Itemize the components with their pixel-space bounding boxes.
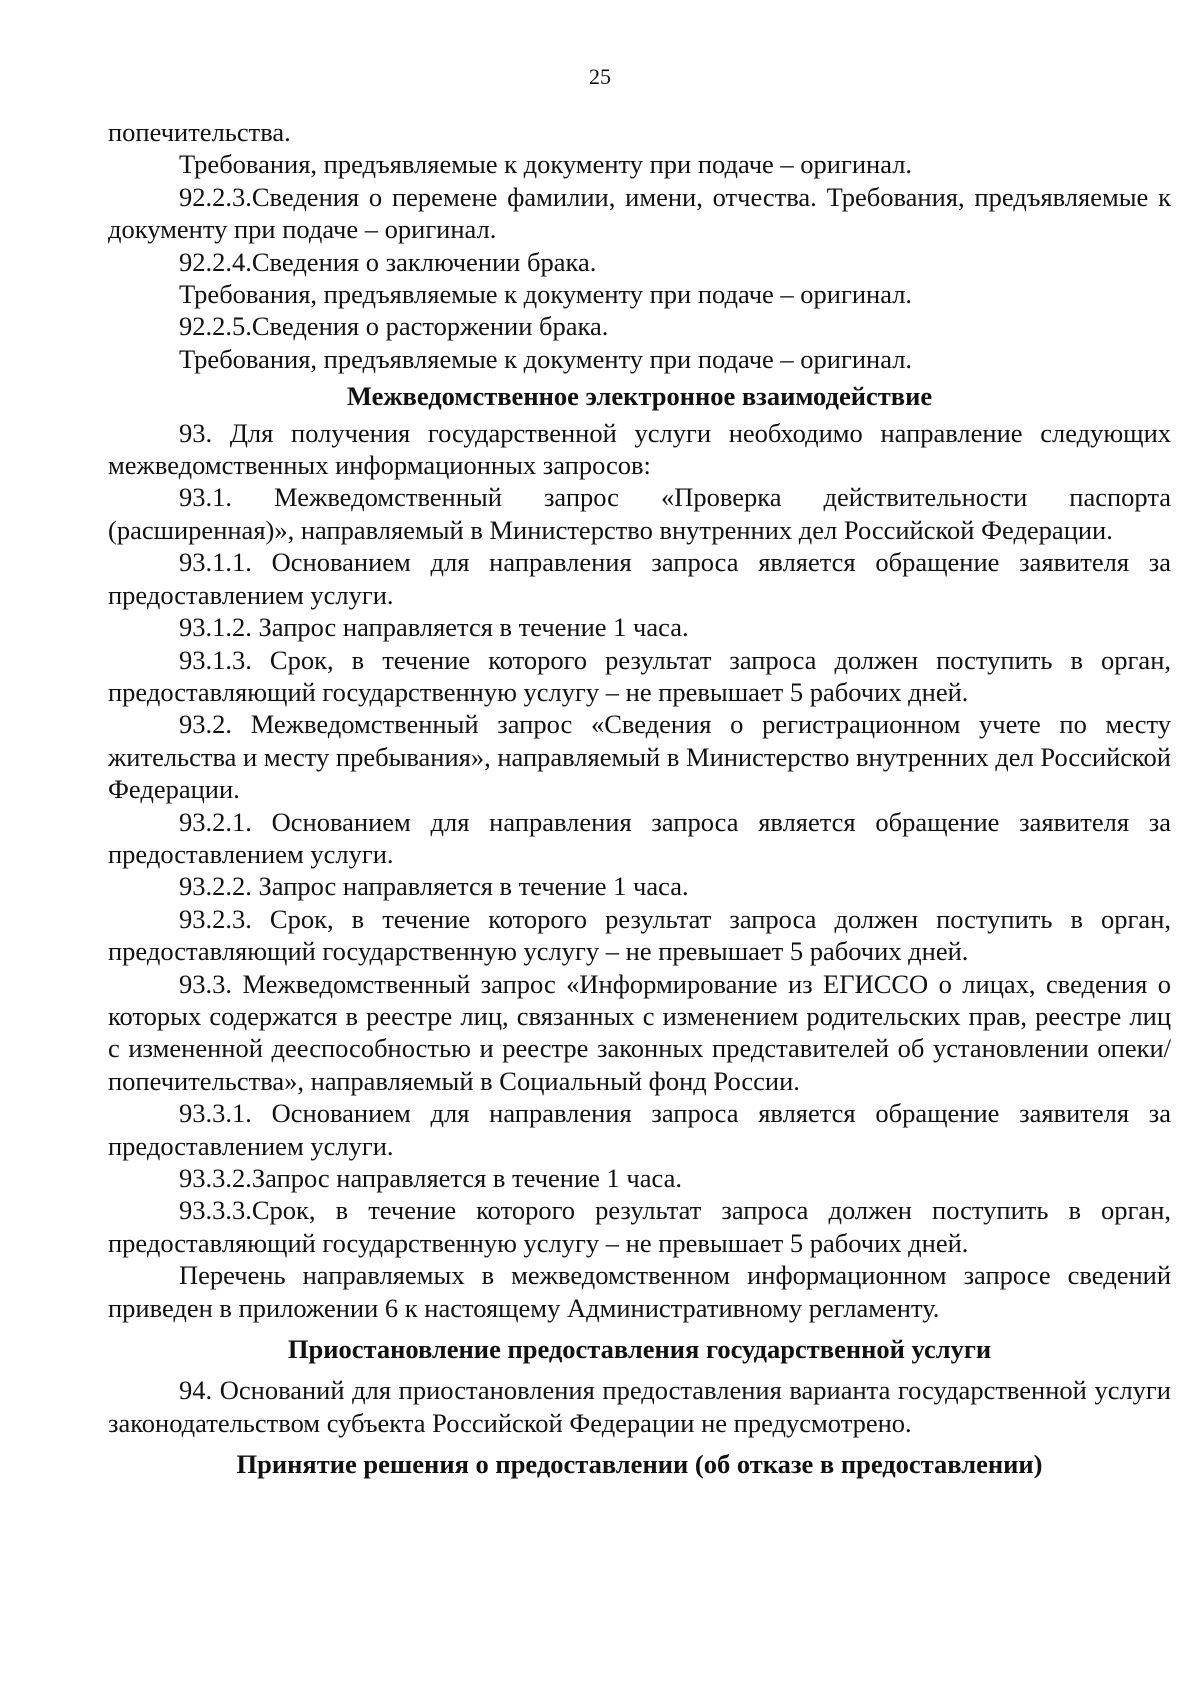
paragraph: Перечень направляемых в межведомственном информационном запросе сведений приведен в приложении 6 к настоящему Административному регламенту. <box>108 1260 1171 1323</box>
page-number: 25 <box>589 64 611 89</box>
paragraph: 93.3.3.Срок, в течение которого результат запроса должен поступить в орган, предоставляющий государственную услугу – не превышает 5 рабочих дней. <box>108 1195 1171 1258</box>
paragraph: 93.1.2. Запрос направляется в течение 1 часа. <box>179 612 689 643</box>
paragraph: 94. Оснований для приостановления предоставления варианта государственной услуги законодательством субъекта Российской Федерации не предусмотрено. <box>108 1375 1171 1438</box>
paragraph: 93.2.1. Основанием для направления запроса является обращение заявителя за предоставлением услуги. <box>108 806 1171 869</box>
paragraph-continuation: попечительства. <box>108 117 291 147</box>
section-heading: Межведомственное электронное взаимодействие <box>346 381 933 412</box>
paragraph: 93.3.2.Запрос направляется в течение 1 часа. <box>179 1163 682 1193</box>
document-body <box>108 116 1171 1490</box>
paragraph: 93.3. Межведомственный запрос «Информирование из ЕГИССО о лицах, сведения о которых содержатся в реестре лиц, связанных с изменением родительских прав, реестре лиц с измененной дееспособностью и реестре законных представителей об установлении опеки/ попечительства», направляемый в Социальный фонд России. <box>108 968 1171 1096</box>
section-heading: Приостановление предоставления государственной услуги <box>287 1334 992 1365</box>
paragraph: 93. Для получения государственной услуги необходимо направление следующих межведомственных информационных запросов: <box>108 417 1171 481</box>
paragraph: 92.2.5.Сведения о расторжении брака. <box>179 311 609 342</box>
paragraph: 93.3.1. Основанием для направления запроса является обращение заявителя за предоставлением услуги. <box>108 1098 1171 1161</box>
paragraph: 92.2.4.Сведения о заключении брака. <box>179 246 597 277</box>
paragraph: Требования, предъявляемые к документу при подаче – оригинал. <box>179 279 913 310</box>
paragraph: 93.2. Межведомственный запрос «Сведения о регистрационном учете по месту жительства и месту пребывания», направляемый в Министерство внутренних дел Российской Федерации. <box>108 709 1171 805</box>
paragraph: 93.1.3. Срок, в течение которого результат запроса должен поступить в орган, предоставляющий государственную услугу – не превышает 5 рабочих дней. <box>108 644 1171 707</box>
paragraph: 93.2.3. Срок, в течение которого результат запроса должен поступить в орган, предоставляющий государственную услугу – не превышает 5 рабочих дней. <box>108 903 1171 967</box>
paragraph: Требования, предъявляемые к документу при подаче – оригинал. <box>179 149 913 180</box>
paragraph: 92.2.3.Сведения о перемене фамилии, имени, отчества. Требования, предъявляемые к документу при подаче – оригинал. <box>108 181 1171 245</box>
section-heading: Принятие решения о предоставлении (об отказе в предоставлении) <box>236 1449 1043 1480</box>
paragraph: 93.2.2. Запрос направляется в течение 1 часа. <box>179 871 689 902</box>
paragraph: 93.1.1. Основанием для направления запроса является обращение заявителя за предоставлением услуги. <box>108 547 1171 610</box>
paragraph: 93.1. Межведомственный запрос «Проверка действительности паспорта (расширенная)», направляемый в Министерство внутренних дел Российской Федерации. <box>108 482 1171 545</box>
paragraph: Требования, предъявляемые к документу при подаче – оригинал. <box>179 343 913 374</box>
